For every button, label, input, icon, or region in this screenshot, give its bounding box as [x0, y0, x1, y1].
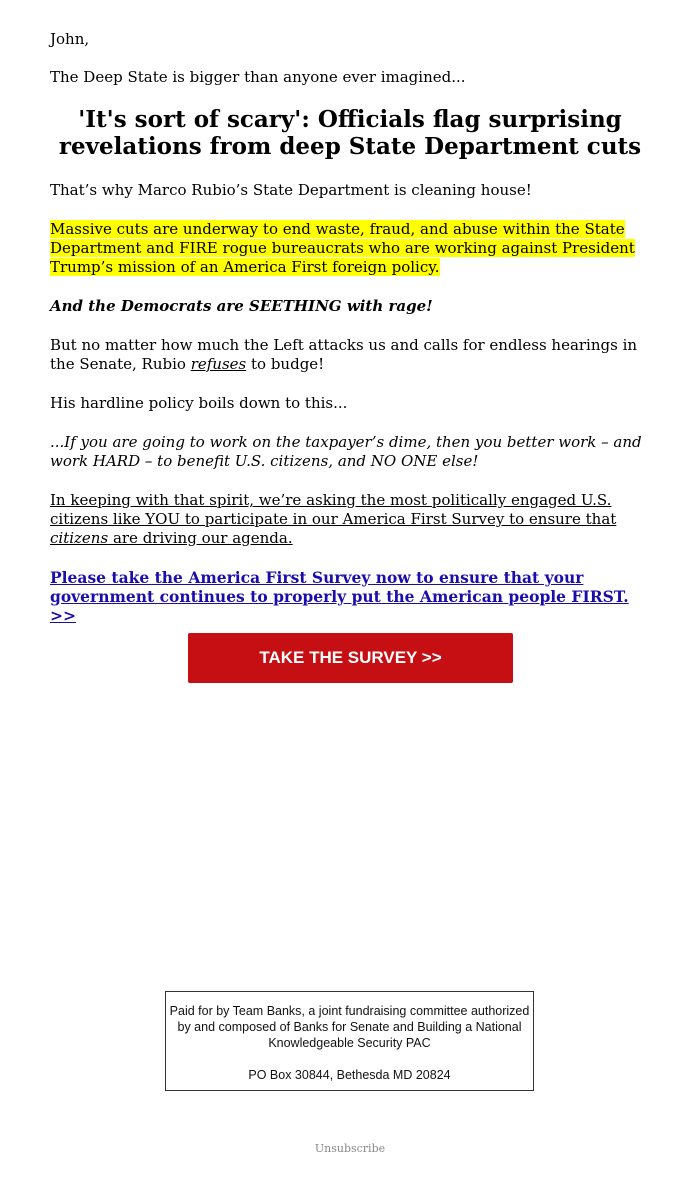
- p7-emphasis: citizens: [50, 529, 109, 547]
- intro-line: The Deep State is bigger than anyone ever imagined...: [50, 68, 466, 86]
- take-survey-button[interactable]: TAKE THE SURVEY >>: [188, 633, 513, 683]
- p7-text-after: are driving our agenda.: [108, 529, 293, 547]
- paragraph-7: [50, 491, 650, 548]
- survey-link[interactable]: Please take the America First Survey now to ensure that your government continues to properly put the American people FIRST. >>: [50, 568, 629, 625]
- p4-text-before: But no matter how much the Left attacks us and calls for endless hearings in the Senate, Rubio: [50, 336, 638, 373]
- paragraph-5: His hardline policy boils down to this...: [50, 394, 348, 412]
- unsubscribe-link[interactable]: Unsubscribe: [314, 1142, 386, 1155]
- footer-disclaimer-box: [165, 991, 534, 1091]
- p4-emphasis: refuses: [190, 355, 247, 373]
- paragraph-highlighted: [50, 220, 650, 277]
- p7-text-before: In keeping with that spirit, we’re asking the most politically engaged U.S. citizens like YOU to participate in our America First Survey to ensure that: [50, 491, 617, 528]
- p4-text-after: to budge!: [246, 355, 325, 373]
- disclaimer-text: Paid for by Team Banks, a joint fundraising committee authorized by and composed of Banks for Senate and Building a National Knowledgeable Security PAC: [169, 1004, 530, 1050]
- paragraph-1: That’s why Marco Rubio’s State Department is cleaning house!: [50, 181, 532, 199]
- greeting: John,: [50, 30, 90, 48]
- highlighted-text: Massive cuts are underway to end waste, fraud, and abuse within the State Department and FIRE rogue bureaucrats who are working against President Trump’s mission of an America First foreign policy.: [50, 220, 635, 276]
- headline: 'It's sort of scary': Officials flag surprising revelations from deep State Department cuts: [58, 106, 642, 160]
- paragraph-4: [50, 336, 650, 374]
- mailing-address: PO Box 30844, Bethesda MD 20824: [248, 1068, 451, 1082]
- paragraph-emphasis: And the Democrats are SEETHING with rage!: [50, 297, 433, 315]
- paragraph-quote: ...If you are going to work on the taxpayer’s dime, then you better work – and work HARD – to benefit U.S. citizens, and NO ONE else!: [50, 433, 642, 470]
